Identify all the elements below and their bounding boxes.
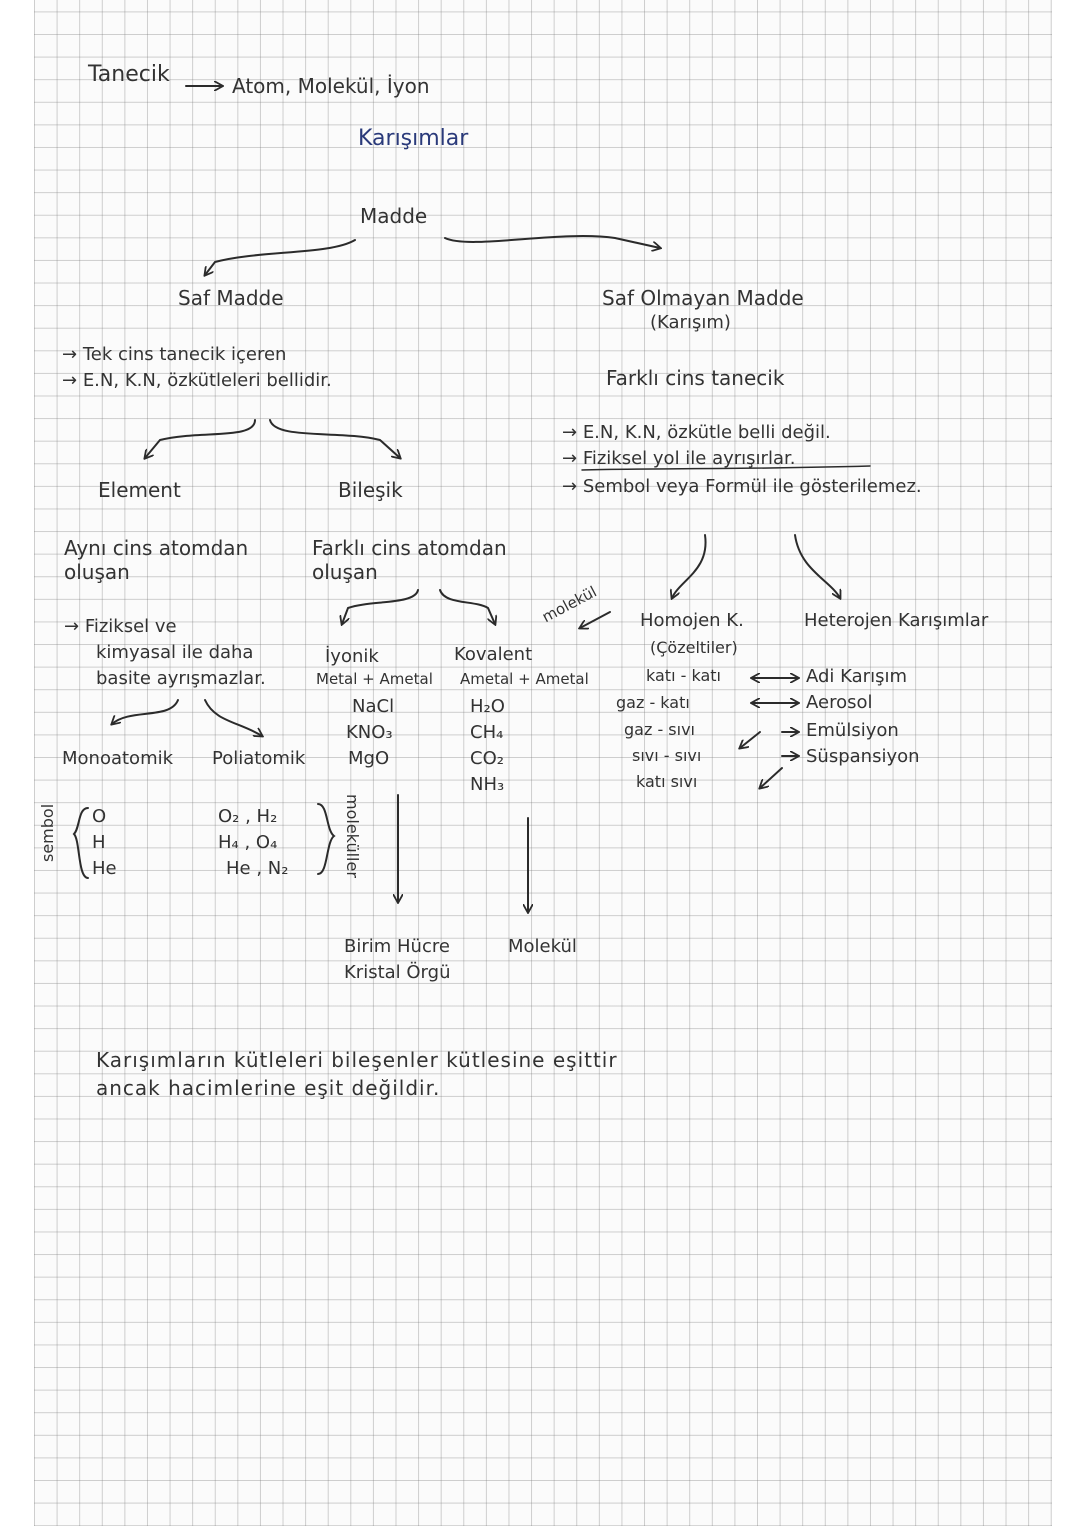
element-note-1: → Fiziksel ve xyxy=(64,616,177,637)
bilesik-desc-2: oluşan xyxy=(312,560,378,584)
pair-0: katı - katı xyxy=(646,666,721,685)
iyonik-item-1: KNO₃ xyxy=(346,722,393,743)
element-title: Element xyxy=(98,478,181,502)
kovalent-label: Kovalent xyxy=(454,644,533,665)
type-0: Adi Karışım xyxy=(806,666,907,687)
tanecik-label: Tanecik xyxy=(88,62,170,87)
poli-item-0: O₂ , H₂ xyxy=(218,806,278,827)
karisim-bullet-2: → Fiziksel yol ile ayrışırlar. xyxy=(562,448,796,469)
bilesik-left-arrow xyxy=(342,590,418,624)
pair-arrow-3 xyxy=(740,732,760,748)
element-left-arrow xyxy=(112,700,178,724)
poliatomik-label: Poliatomik xyxy=(212,748,306,769)
saf-madde-title: Saf Madde xyxy=(178,286,284,310)
saf-right-arrow xyxy=(270,420,400,458)
kovalent-item-2: CO₂ xyxy=(470,748,504,769)
iyonik-item-0: NaCl xyxy=(352,696,395,717)
poli-item-1: H₄ , O₄ xyxy=(218,832,278,853)
madde-right-arrow xyxy=(445,236,660,248)
element-right-arrow xyxy=(205,700,262,736)
kovalent-item-0: H₂O xyxy=(470,696,505,717)
saf-bullet-2: → E.N, K.N, özkütleleri bellidir. xyxy=(62,370,332,391)
saf-left-arrow xyxy=(145,420,255,458)
karisim-left-arrow xyxy=(672,535,706,598)
sembol-label: sembol xyxy=(38,803,57,862)
element-desc-2: oluşan xyxy=(64,560,130,584)
element-note-3: basite ayrışmazlar. xyxy=(96,668,266,689)
mono-brace xyxy=(74,808,88,878)
pair-2: gaz - sıvı xyxy=(624,720,695,739)
bilesik-right-arrow xyxy=(440,590,495,624)
mono-item-0: O xyxy=(92,806,107,827)
karisim-bullet-1: → E.N, K.N, özkütle belli değil. xyxy=(562,422,831,443)
kovalent-item-1: CH₄ xyxy=(470,722,504,743)
page-title: Karışımlar xyxy=(358,126,469,151)
type-1: Aerosol xyxy=(806,692,873,713)
type-2: Emülsiyon xyxy=(806,720,899,741)
element-note-2: kimyasal ile daha xyxy=(96,642,254,663)
tanecik-items: Atom, Molekül, İyon xyxy=(232,74,430,98)
footer-line-1: Karışımların kütleleri bileşenler kütlesine eşittir xyxy=(96,1048,618,1072)
footer-line-2: ancak hacimlerine eşit değildir. xyxy=(96,1076,441,1100)
homojen-title: Homojen K. xyxy=(640,610,744,631)
homojen-sub: (Çözeltiler) xyxy=(650,638,738,657)
saf-bullet-1: → Tek cins tanecik içeren xyxy=(62,344,287,365)
pair-3: sıvı - sıvı xyxy=(632,746,702,765)
pair-1: gaz - katı xyxy=(616,693,690,712)
karisim-desc: Farklı cins tanecik xyxy=(606,366,785,390)
birim-hucre-label: Birim Hücre xyxy=(344,936,450,957)
molekul-label: Molekül xyxy=(508,936,577,957)
monoatomik-label: Monoatomik xyxy=(62,748,174,769)
poli-item-2: He , N₂ xyxy=(226,858,289,879)
pair-arrow-4 xyxy=(760,768,782,788)
molekul-note-arrow xyxy=(580,612,610,628)
karisim-title-1: Saf Olmayan Madde xyxy=(602,286,804,310)
karisim-bullet-3: → Sembol veya Formül ile gösterilemez. xyxy=(562,476,922,497)
iyonik-item-2: MgO xyxy=(348,748,390,769)
bilesik-desc-1: Farklı cins atomdan xyxy=(312,536,507,560)
type-3: Süspansiyon xyxy=(806,746,920,767)
iyonik-label: İyonik xyxy=(325,646,379,667)
element-desc-1: Aynı cins atomdan xyxy=(64,536,249,560)
madde-left-arrow xyxy=(205,240,355,275)
heterojen-title: Heterojen Karışımlar xyxy=(804,610,989,631)
bilesik-title: Bileşik xyxy=(338,478,403,502)
kovalent-sub: Ametal + Ametal xyxy=(460,670,589,688)
iyonik-sub: Metal + Ametal xyxy=(316,670,433,688)
mono-item-2: He xyxy=(92,858,117,879)
kristal-orgu-label: Kristal Örgü xyxy=(344,962,451,983)
karisim-title-2: (Karışım) xyxy=(650,312,731,333)
molekul-note: molekül xyxy=(539,582,600,627)
karisim-right-arrow xyxy=(795,535,840,598)
pair-4: katı sıvı xyxy=(636,772,698,791)
poli-brace xyxy=(318,804,334,874)
molekuller-label: moleküller xyxy=(343,794,362,878)
madde-label: Madde xyxy=(360,204,428,228)
mono-item-1: H xyxy=(92,832,106,853)
kovalent-item-3: NH₃ xyxy=(470,774,505,795)
